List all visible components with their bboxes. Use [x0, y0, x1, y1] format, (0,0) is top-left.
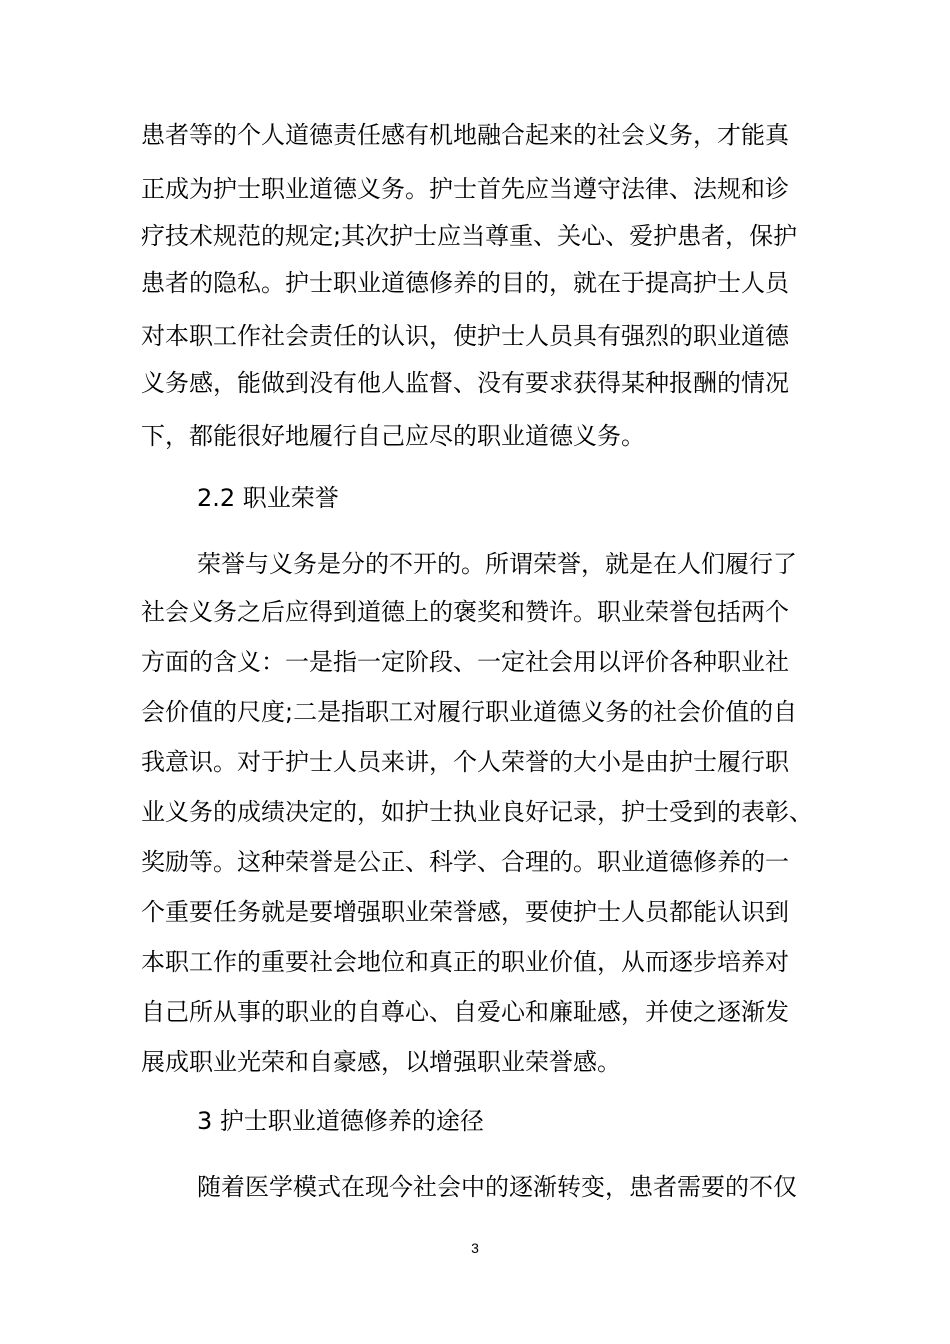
paragraph-line: 下，都能很好地履行自己应尽的职业道德义务。	[141, 422, 645, 450]
section-heading: 3 护士职业道德修养的途径	[197, 1107, 484, 1135]
paragraph-line: 本职工作的重要社会地位和真正的职业价值，从而逐步培养对	[141, 948, 789, 976]
paragraph-line: 业义务的成绩决定的，如护士执业良好记录，护士受到的表彰、	[141, 798, 813, 826]
paragraph-line: 正成为护士职业道德义务。护士首先应当遵守法律、法规和诊	[141, 175, 789, 203]
paragraph-line: 展成职业光荣和自豪感，以增强职业荣誉感。	[141, 1048, 621, 1076]
section-heading: 2.2 职业荣誉	[197, 484, 339, 512]
paragraph-line: 会价值的尺度;二是指职工对履行职业道德义务的社会价值的自	[141, 698, 798, 726]
paragraph-line: 随着医学模式在现今社会中的逐渐转变，患者需要的不仅	[197, 1173, 797, 1201]
paragraph-line: 荣誉与义务是分的不开的。所谓荣誉，就是在人们履行了	[197, 550, 797, 578]
paragraph-line: 患者等的个人道德责任感有机地融合起来的社会义务，才能真	[141, 121, 789, 149]
paragraph-line: 自己所从事的职业的自尊心、自爱心和廉耻感，并使之逐渐发	[141, 998, 789, 1026]
paragraph-line: 患者的隐私。护士职业道德修养的目的，就在于提高护士人员	[141, 269, 789, 297]
paragraph-line: 个重要任务就是要增强职业荣誉感，要使护士人员都能认识到	[141, 898, 789, 926]
paragraph-line: 方面的含义：一是指一定阶段、一定社会用以评价各种职业社	[141, 648, 789, 676]
page-number: 3	[471, 1240, 479, 1256]
paragraph-line: 对本职工作社会责任的认识，使护士人员具有强烈的职业道德	[141, 322, 789, 350]
paragraph-line: 社会义务之后应得到道德上的褒奖和赞许。职业荣誉包括两个	[141, 598, 789, 626]
paragraph-line: 奖励等。这种荣誉是公正、科学、合理的。职业道德修养的一	[141, 848, 789, 876]
paragraph-line: 我意识。对于护士人员来讲，个人荣誉的大小是由护士履行职	[141, 748, 789, 776]
paragraph-line: 疗技术规范的规定;其次护士应当尊重、关心、爱护患者，保护	[141, 222, 798, 250]
paragraph-line: 义务感，能做到没有他人监督、没有要求获得某种报酬的情况	[141, 369, 789, 397]
